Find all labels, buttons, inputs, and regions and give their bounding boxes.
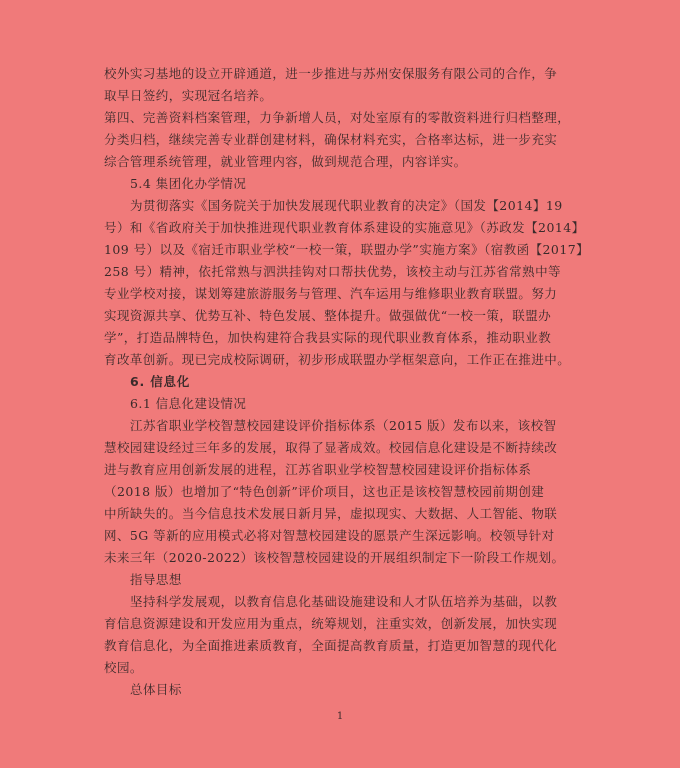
text-line: （2018 版）也增加了“特色创新”评价项目，这也正是该校智慧校园前期创建 <box>104 484 545 499</box>
text-line: 258 号）精神，依托常熟与泗洪挂钩对口帮扶优势，该校主动与江苏省常熟中等 <box>104 264 561 279</box>
text-line: 进与教育应用创新发展的进程，江苏省职业学校智慧校园建设评价指标体系 <box>104 462 532 477</box>
section-heading: 6.1 信息化建设情况 <box>130 396 247 411</box>
text-line: 育信息资源建设和开发应用为重点，统筹规划，注重实效，创新发展，加快实现 <box>104 616 558 631</box>
subheading: 指导思想 <box>130 572 182 587</box>
text-line: 未来三年（2020-2022）该校智慧校园建设的开展组织制定下一阶段工作规划。 <box>104 550 565 565</box>
text-line: 育改革创新。现已完成校际调研，初步形成联盟办学框架意向，工作正在推进中。 <box>104 352 571 367</box>
chapter-heading: 6. 信息化 <box>130 374 191 389</box>
text-line: 教育信息化，为全面推进素质教育，全面提高教育质量，打造更加智慧的现代化 <box>104 638 558 653</box>
text-line: 专业学校对接，谋划筹建旅游服务与管理、汽车运用与维修职业教育联盟。努力 <box>104 286 558 301</box>
text-line: 坚持科学发展观，以教育信息化基础设施建设和人才队伍培养为基础，以教 <box>130 594 558 609</box>
text-line: 分类归档，继续完善专业群创建材料，确保材料充实，合格率达标，进一步充实 <box>104 132 558 147</box>
text-line: 实现资源共享、优势互补、特色发展、整体提升。做强做优“一校一策，联盟办 <box>104 308 552 323</box>
text-line: 号）和《省政府关于加快推进现代职业教育体系建设的实施意见》（苏政发【2014】 <box>104 220 585 235</box>
text-line: 网、5G 等新的应用模式必将对智慧校园建设的愿景产生深远影响。校领导针对 <box>104 528 555 543</box>
text-line: 中所缺失的。当今信息技术发展日新月异，虚拟现实、大数据、人工智能、物联 <box>104 506 558 521</box>
text-line: 校外实习基地的设立开辟通道，进一步推进与苏州安保服务有限公司的合作，争 <box>104 66 558 81</box>
page-number: 1 <box>336 711 344 722</box>
text-line: 学”，打造品牌特色，加快构建符合我县实际的现代职业教育体系，推动职业教 <box>104 330 552 345</box>
text-line: 109 号）以及《宿迁市职业学校“一校一策，联盟办学”实施方案》（宿教函【2017】 <box>104 242 590 257</box>
text-line: 校园。 <box>104 660 143 675</box>
text-line: 为贯彻落实《国务院关于加快发展现代职业教育的决定》（国发【2014】19 <box>130 198 563 213</box>
section-heading: 5.4 集团化办学情况 <box>130 176 247 191</box>
text-line: 取早日签约，实现冠名培养。 <box>104 88 273 103</box>
subheading: 总体目标 <box>130 682 182 697</box>
text-line: 江苏省职业学校智慧校园建设评价指标体系（2015 版）发布以来，该校智 <box>130 418 557 433</box>
text-line: 第四、完善资料档案管理，力争新增人员，对处室原有的零散资料进行归档整理， <box>104 110 571 125</box>
text-line: 综合管理系统管理，就业管理内容，做到规范合理，内容详实。 <box>104 154 467 169</box>
text-line: 慧校园建设经过三年多的发展，取得了显著成效。校园信息化建设是不断持续改 <box>104 440 558 455</box>
